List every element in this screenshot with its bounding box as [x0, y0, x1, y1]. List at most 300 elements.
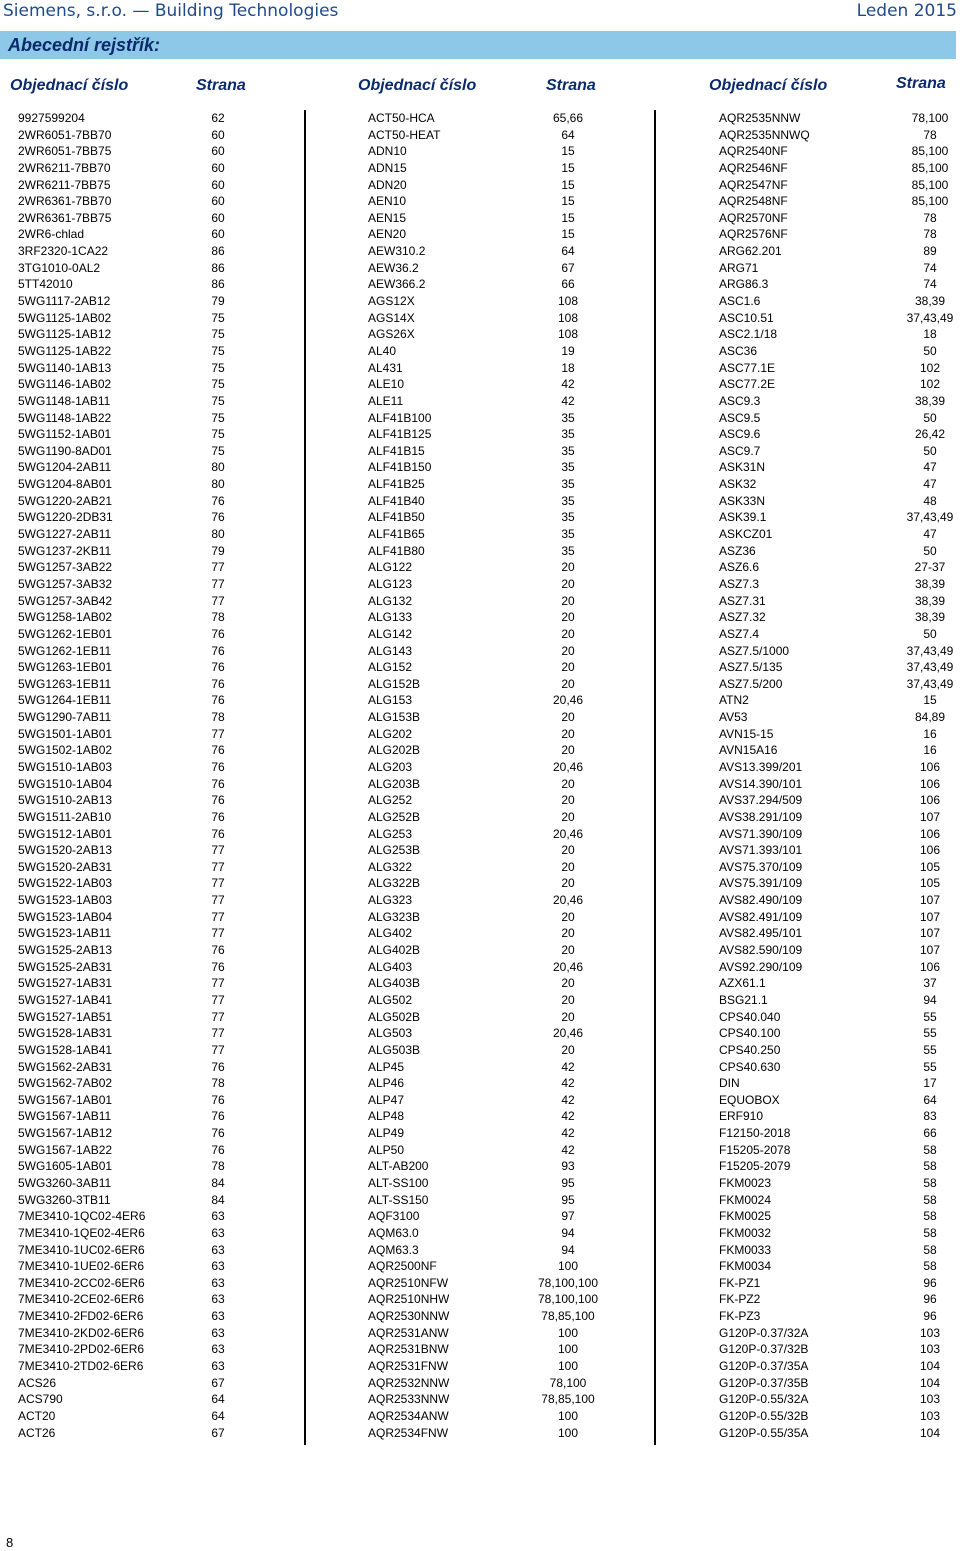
page-reference: 89 — [923, 244, 937, 259]
index-row — [18, 177, 258, 194]
index-row — [18, 709, 258, 726]
index-row — [18, 942, 258, 959]
index-row — [719, 942, 959, 959]
index-row — [18, 293, 258, 310]
order-number: 7ME3410-2TD02-6ER6 — [18, 1359, 144, 1374]
page-reference: 15 — [561, 160, 575, 175]
page-title: Abecední rejstřík: — [8, 35, 161, 55]
order-number: AEW36.2 — [368, 260, 419, 275]
index-row — [719, 593, 959, 610]
index-row — [18, 1175, 258, 1192]
order-number: 5WG3260-3TB11 — [18, 1192, 111, 1207]
index-row — [368, 992, 618, 1009]
order-number: 5WG1125-1AB12 — [18, 327, 112, 342]
index-row — [18, 110, 258, 127]
index-row — [368, 643, 618, 660]
index-row — [719, 726, 959, 743]
order-number: ASZ7.4 — [719, 626, 760, 641]
order-number: AQR2576NF — [719, 227, 788, 242]
index-row — [18, 842, 258, 859]
order-number: ADN20 — [368, 177, 407, 192]
order-number: AEW310.2 — [368, 244, 426, 259]
order-number: ASC36 — [719, 343, 758, 358]
index-row — [368, 925, 618, 942]
page-reference: 37,43,49 — [906, 660, 954, 675]
index-row — [368, 1158, 618, 1175]
index-row — [368, 676, 618, 693]
page-reference: 76 — [211, 1142, 225, 1157]
order-number: 5WG1525-2AB31 — [18, 959, 113, 974]
index-row — [18, 1375, 258, 1392]
order-number: 2WR6-chlad — [18, 227, 85, 242]
page-reference: 17 — [923, 1076, 937, 1091]
index-row — [18, 809, 258, 826]
index-row — [719, 809, 959, 826]
order-number: CPS40.630 — [719, 1059, 781, 1074]
page-reference: 94 — [561, 1242, 575, 1257]
page-reference: 75 — [211, 410, 225, 425]
order-number: AGS26X — [368, 327, 415, 342]
order-number: 7ME3410-1QE02-4ER6 — [18, 1225, 145, 1240]
order-number: AVS37.294/509 — [719, 793, 803, 808]
index-row — [368, 1275, 618, 1292]
index-row — [18, 742, 258, 759]
index-row — [368, 493, 618, 510]
index-row — [368, 859, 618, 876]
order-number: ADN15 — [368, 160, 407, 175]
page-reference: 20 — [561, 743, 575, 758]
order-number: G120P-0.55/32A — [719, 1392, 809, 1407]
order-number: 5WG1263-1EB11 — [18, 676, 112, 691]
order-number: ALG403B — [368, 976, 421, 991]
order-number: AQR2547NF — [719, 177, 788, 192]
page-reference: 20 — [561, 992, 575, 1007]
index-row — [18, 393, 258, 410]
page-reference: 78 — [923, 127, 937, 142]
order-number: 5WG1520-2AB13 — [18, 843, 113, 858]
order-number: ALG502B — [368, 1009, 421, 1024]
order-number: ALG323 — [368, 893, 413, 908]
order-number: AVS82.590/109 — [719, 943, 803, 958]
index-row — [368, 909, 618, 926]
order-number: 7ME3410-1UC02-6ER6 — [18, 1242, 145, 1257]
order-number: BSG21.1 — [719, 992, 768, 1007]
index-row — [719, 1258, 959, 1275]
index-row — [18, 759, 258, 776]
page-reference: 16 — [923, 743, 937, 758]
index-row — [719, 1092, 959, 1109]
order-number: 5WG1567-1AB22 — [18, 1142, 113, 1157]
index-row — [368, 776, 618, 793]
index-row — [368, 659, 618, 676]
index-row — [18, 659, 258, 676]
page-reference: 20 — [561, 809, 575, 824]
page-reference: 35 — [561, 510, 575, 525]
page-reference: 77 — [211, 992, 225, 1007]
page-reference: 66 — [561, 277, 575, 292]
column-header-code-2: Objednací číslo — [358, 77, 477, 94]
index-row — [368, 1408, 618, 1425]
index-row — [368, 809, 618, 826]
index-row — [719, 676, 959, 693]
order-number: FKM0032 — [719, 1225, 772, 1240]
page-reference: 19 — [561, 343, 575, 358]
index-row — [18, 1092, 258, 1109]
index-row — [719, 226, 959, 243]
page-reference: 100 — [557, 1359, 579, 1374]
column-header-code-1: Objednací číslo — [10, 77, 129, 94]
page-reference: 35 — [561, 543, 575, 558]
page-reference: 50 — [923, 343, 937, 358]
company-name: Siemens, s.r.o. — Building Technologies — [3, 1, 339, 21]
order-number: 2WR6361-7BB70 — [18, 194, 112, 209]
page-reference: 63 — [211, 1259, 225, 1274]
index-row — [719, 509, 959, 526]
order-number: AVS75.391/109 — [719, 876, 803, 891]
page-reference: 78,100 — [911, 111, 949, 125]
index-row — [368, 1025, 618, 1042]
index-row — [18, 1225, 258, 1242]
index-row — [368, 1308, 618, 1325]
page-reference: 76 — [211, 676, 225, 691]
page-reference: 20 — [561, 776, 575, 791]
index-row — [719, 909, 959, 926]
index-row — [719, 343, 959, 360]
page-reference: 15 — [561, 177, 575, 192]
order-number: 5WG1528-1AB41 — [18, 1042, 113, 1057]
column-header-page-1: Strana — [196, 77, 246, 94]
order-number: ALF41B125 — [368, 427, 432, 442]
order-number: AL40 — [368, 343, 397, 358]
page-reference: 20 — [561, 610, 575, 625]
index-row — [18, 1192, 258, 1209]
page-reference: 108 — [557, 310, 579, 325]
page-reference: 76 — [211, 1059, 225, 1074]
page-reference: 100 — [557, 1259, 579, 1274]
page-reference: 67 — [211, 1375, 225, 1390]
index-row — [368, 143, 618, 160]
index-row — [368, 393, 618, 410]
page-reference: 107 — [919, 943, 941, 958]
order-number: ALP47 — [368, 1092, 405, 1107]
index-row — [18, 992, 258, 1009]
index-row — [18, 959, 258, 976]
order-number: AQR2534ANW — [368, 1408, 449, 1423]
page-reference: 106 — [919, 793, 941, 808]
index-row — [719, 1142, 959, 1159]
index-row — [368, 543, 618, 560]
order-number: 2WR6211-7BB75 — [18, 177, 111, 192]
page-reference: 64 — [211, 1392, 225, 1407]
index-row — [368, 243, 618, 260]
order-number: 5WG1510-1AB04 — [18, 776, 113, 791]
order-number: 7ME3410-2FD02-6ER6 — [18, 1309, 144, 1324]
order-number: 5WG1523-1AB03 — [18, 893, 113, 908]
page-reference: 108 — [557, 327, 579, 342]
page-reference: 80 — [211, 460, 225, 475]
index-row — [719, 643, 959, 660]
page-reference: 77 — [211, 560, 225, 575]
page-reference: 42 — [561, 1092, 575, 1107]
page-reference: 77 — [211, 876, 225, 891]
page-reference: 63 — [211, 1209, 225, 1224]
index-row — [368, 742, 618, 759]
index-row — [368, 127, 618, 144]
order-number: ASC10.51 — [719, 310, 774, 325]
order-number: ASZ36 — [719, 543, 756, 558]
page-reference: 18 — [561, 360, 575, 375]
page-reference: 75 — [211, 443, 225, 458]
order-number: ASZ7.5/135 — [719, 660, 783, 675]
order-number: 5WG1237-2KB11 — [18, 543, 112, 558]
order-number: AQR2531ANW — [368, 1325, 449, 1340]
page-reference: 35 — [561, 443, 575, 458]
index-row — [18, 1275, 258, 1292]
page-reference: 105 — [919, 876, 941, 891]
order-number: 5WG1523-1AB04 — [18, 909, 113, 924]
order-number: ALP46 — [368, 1076, 405, 1091]
page-reference: 103 — [919, 1325, 941, 1340]
page-reference: 86 — [211, 260, 225, 275]
order-number: AEN15 — [368, 210, 407, 225]
order-number: ALF41B15 — [368, 443, 425, 458]
page-reference: 60 — [211, 127, 225, 142]
page-reference: 78 — [211, 710, 225, 725]
order-number: ALF41B50 — [368, 510, 425, 525]
index-row — [368, 892, 618, 909]
index-row — [368, 1142, 618, 1159]
order-number: AVS82.491/109 — [719, 909, 803, 924]
page-reference: 100 — [557, 1325, 579, 1340]
page-reference: 103 — [919, 1342, 941, 1357]
order-number: G120P-0.55/35A — [719, 1425, 809, 1440]
order-number: 5WG1510-1AB03 — [18, 759, 113, 774]
index-row — [18, 1258, 258, 1275]
index-row — [368, 1258, 618, 1275]
order-number: AQR2533NNW — [368, 1392, 450, 1407]
index-row — [719, 975, 959, 992]
order-number: 5WG1567-1AB01 — [18, 1092, 113, 1107]
index-row — [719, 659, 959, 676]
order-number: ALE11 — [368, 393, 404, 408]
page-reference: 42 — [561, 1076, 575, 1091]
index-row — [368, 343, 618, 360]
page-reference: 85,100 — [911, 177, 949, 192]
page-reference: 20 — [561, 643, 575, 658]
index-row — [368, 177, 618, 194]
index-row — [18, 360, 258, 377]
page-reference: 107 — [919, 909, 941, 924]
order-number: ALG403 — [368, 959, 413, 974]
order-number: FK-PZ1 — [719, 1275, 761, 1290]
page-reference: 94 — [923, 992, 937, 1007]
index-row — [719, 177, 959, 194]
page-reference: 95 — [561, 1192, 575, 1207]
page-reference: 48 — [923, 493, 937, 508]
order-number: 5WG1148-1AB11 — [18, 393, 111, 408]
order-number: ALG503B — [368, 1042, 421, 1057]
page-reference: 20,46 — [552, 1026, 584, 1041]
index-row — [18, 1075, 258, 1092]
page-reference: 76 — [211, 793, 225, 808]
index-row — [719, 1025, 959, 1042]
index-row — [18, 410, 258, 427]
order-number: ALF41B80 — [368, 543, 425, 558]
page-reference: 58 — [923, 1192, 937, 1207]
page-reference: 55 — [923, 1026, 937, 1041]
page-reference: 75 — [211, 393, 225, 408]
index-row — [18, 1108, 258, 1125]
index-row — [719, 1358, 959, 1375]
page-reference: 35 — [561, 427, 575, 442]
order-number: G120P-0.55/32B — [719, 1408, 809, 1423]
page-number: 8 — [6, 1535, 14, 1550]
page-reference: 80 — [211, 477, 225, 492]
page-reference: 64 — [561, 127, 575, 142]
order-number: AGS14X — [368, 310, 415, 325]
index-row — [368, 559, 618, 576]
order-number: ALP49 — [368, 1126, 405, 1141]
order-number: ARG71 — [719, 260, 759, 275]
order-number: 7ME3410-2PD02-6ER6 — [18, 1342, 145, 1357]
order-number: AQR2535NNWQ — [719, 127, 810, 142]
index-row — [368, 360, 618, 377]
page-reference: 100 — [557, 1425, 579, 1440]
page-reference: 76 — [211, 776, 225, 791]
page-reference: 85,100 — [911, 144, 949, 159]
index-row — [18, 593, 258, 610]
page-reference: 27-37 — [914, 560, 946, 575]
order-number: ALG202B — [368, 743, 421, 758]
index-row — [719, 360, 959, 377]
page-reference: 75 — [211, 327, 225, 342]
index-row — [18, 892, 258, 909]
order-number: AQM63.3 — [368, 1242, 419, 1257]
order-number: AEW366.2 — [368, 277, 426, 292]
index-row — [719, 143, 959, 160]
order-number: AEN20 — [368, 227, 407, 242]
index-row — [18, 559, 258, 576]
index-row — [368, 692, 618, 709]
index-row — [368, 1125, 618, 1142]
index-row — [719, 110, 959, 127]
index-row — [719, 1425, 959, 1442]
index-row — [18, 526, 258, 543]
order-number: DIN — [719, 1076, 740, 1091]
page-reference: 84 — [211, 1176, 225, 1190]
index-row — [18, 310, 258, 327]
index-row — [368, 526, 618, 543]
index-row — [368, 1242, 618, 1259]
order-number: 5WG1227-2AB11 — [18, 527, 112, 542]
order-number: 5WG1510-2AB13 — [18, 793, 113, 808]
page-reference: 78 — [211, 1076, 225, 1091]
page-reference: 79 — [211, 294, 225, 309]
order-number: ALF41B150 — [368, 460, 432, 475]
index-row — [368, 726, 618, 743]
title-bar — [0, 31, 956, 59]
order-number: AVS14.390/101 — [719, 776, 803, 791]
index-row — [719, 1308, 959, 1325]
order-number: 5WG3260-3AB11 — [18, 1176, 112, 1190]
page-reference: 95 — [561, 1176, 575, 1190]
order-number: 5WG1527-1AB31 — [18, 976, 113, 991]
index-row — [18, 909, 258, 926]
page-reference: 15 — [561, 194, 575, 209]
page-reference: 84,89 — [914, 710, 946, 725]
index-row — [719, 193, 959, 210]
index-row — [368, 576, 618, 593]
index-row — [719, 260, 959, 277]
index-row — [719, 959, 959, 976]
index-row — [18, 1358, 258, 1375]
order-number: ASZ6.6 — [719, 560, 760, 575]
index-row — [719, 493, 959, 510]
order-number: 5WG1567-1AB12 — [18, 1126, 113, 1141]
page-reference: 77 — [211, 1009, 225, 1024]
page-reference: 35 — [561, 477, 575, 492]
page-reference: 63 — [211, 1292, 225, 1307]
order-number: AVS71.393/101 — [719, 843, 803, 858]
page-reference: 86 — [211, 244, 225, 259]
index-row — [368, 593, 618, 610]
order-number: 5WG1527-1AB51 — [18, 1009, 113, 1024]
order-number: AQR2531BNW — [368, 1342, 449, 1357]
page-reference: 42 — [561, 1126, 575, 1141]
order-number: ASZ7.32 — [719, 610, 766, 625]
page-reference: 20 — [561, 1042, 575, 1057]
page-reference: 60 — [211, 210, 225, 225]
page-reference: 78 — [211, 610, 225, 625]
page-reference: 50 — [923, 543, 937, 558]
page-reference: 104 — [919, 1425, 941, 1440]
index-row — [719, 792, 959, 809]
page-reference: 76 — [211, 943, 225, 958]
index-row — [368, 476, 618, 493]
index-row — [719, 1009, 959, 1026]
order-number: ALF41B25 — [368, 477, 425, 492]
index-row — [18, 243, 258, 260]
page-reference: 50 — [923, 443, 937, 458]
page-reference: 47 — [923, 527, 937, 542]
page-reference: 79 — [211, 543, 225, 558]
page-reference: 97 — [561, 1209, 575, 1224]
page-reference: 15 — [923, 693, 937, 708]
page-reference: 76 — [211, 1092, 225, 1107]
order-number: ASK39.1 — [719, 510, 767, 525]
order-number: 5WG1148-1AB22 — [18, 410, 112, 425]
page-reference: 20 — [561, 926, 575, 941]
order-number: ALG122 — [368, 560, 413, 575]
page-reference: 58 — [923, 1259, 937, 1274]
column-divider — [304, 110, 306, 1445]
order-number: AVS92.290/109 — [719, 959, 803, 974]
index-row — [368, 842, 618, 859]
index-row — [719, 1375, 959, 1392]
page-reference: 76 — [211, 660, 225, 675]
page-reference: 77 — [211, 926, 225, 941]
page-reference: 85,100 — [911, 160, 949, 175]
order-number: 7ME3410-2KD02-6ER6 — [18, 1325, 145, 1340]
order-number: 3RF2320-1CA22 — [18, 244, 109, 259]
order-number: 5WG1523-1AB11 — [18, 926, 112, 941]
index-row — [18, 1291, 258, 1308]
page-reference: 104 — [919, 1375, 941, 1390]
page-reference: 63 — [211, 1325, 225, 1340]
order-number: ASZ7.3 — [719, 576, 760, 591]
page-reference: 93 — [561, 1159, 575, 1174]
index-row — [719, 443, 959, 460]
